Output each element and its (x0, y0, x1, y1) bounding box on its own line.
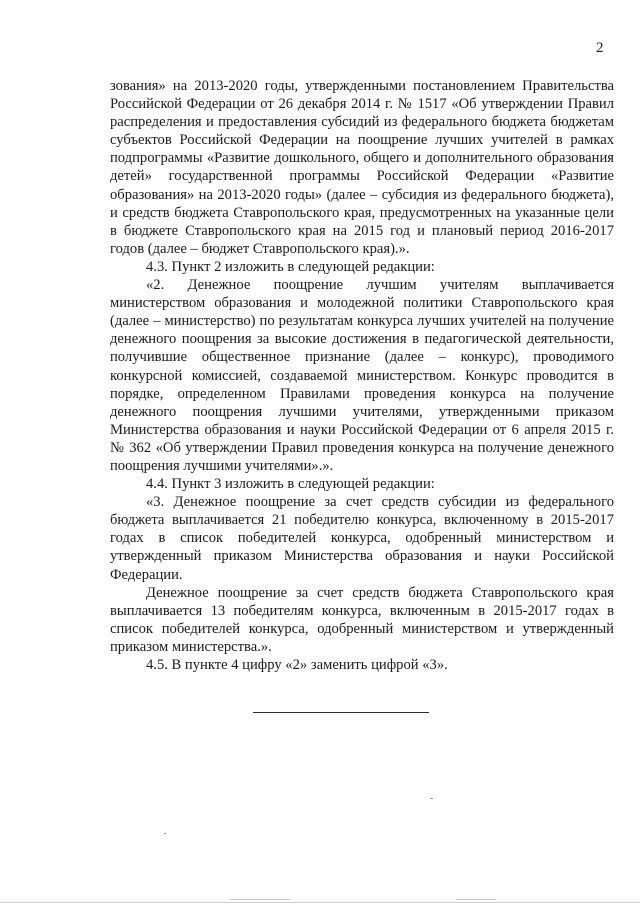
paragraph-4-4-heading: 4.4. Пункт 3 изложить в следующей редакции: (146, 476, 435, 493)
scan-speck (230, 899, 290, 900)
paragraph-4-5-text: 4.5. В пункте 4 цифру «2» заменить цифрой «3». (146, 657, 448, 673)
page-number: 2 (596, 40, 604, 56)
paragraph-continuation: зования» на 2013-2020 годы, утвержденными постановлением Правительства Российской Федерации от 26 декабря 2014 г. № 1517 «Об утверждении Правил распределения и предоставления субсидий из федерального бюджета бюджетам субъектов Российской Федерации на поощрение лучших учителей в рамках подпрограммы «Развитие дошкольного, общего и дополнительного образования детей» государственной программы Российской Федерации «Развитие образования» на 2013-2020 годы» (далее – субсидия из федерального бюджета), и средств бюджета Ставропольского края, предусмотренных на указанные цели в бюджете Ставропольского края на 2015 год и плановый период 2016-2017 годов (далее – бюджет Ставропольского края).». (110, 78, 614, 257)
page-bottom-edge (0, 902, 640, 903)
scan-speck (164, 833, 166, 834)
closing-divider-line (253, 712, 429, 713)
paragraph-point-2-text: «2. Денежное поощрение лучшим учителям выплачивается министерством образования и молодежной политики Ставропольского края (далее – министерство) по результатам конкурса лучших учителей на получение денежного поощрения за высокие достижения в педагогической деятельности, получившие общественное признание (далее – конкурс), проводимого конкурсной комиссией, создаваемой министерством. Конкурс проводится в порядке, определенном Правилами проведения конкурса на получение денежного поощрения лучшими учителями, утвержденными приказом Министерства образования и науки Российской Федерации от 6 апреля 2015 г. № 362 «Об утверждении Правил проведения конкурса на получение денежного поощрения лучшими учителями».». (110, 277, 614, 474)
scan-speck (456, 899, 496, 900)
paragraph-4-3-heading: 4.3. Пункт 2 изложить в следующей редакции: (146, 258, 435, 275)
scan-speck (430, 798, 433, 799)
paragraph-point-3-text: «3. Денежное поощрение за счет средств субсидии из федерального бюджета выплачивается 21 победителю конкурса, включенному в 2015-2017 годах в список победителей конкурса, одобренный министерством и утвержденный приказом Министерства образования и науки Российской Федерации. (110, 494, 614, 583)
paragraph-regional-budget-text: Денежное поощрение за счет средств бюджета Ставропольского края выплачивается 13 победителям конкурса, включенным в 2015-2017 годах в список победителей конкурса, одобренный министерством и утвержденный приказом министерства.». (110, 584, 614, 655)
document-body (110, 77, 614, 674)
